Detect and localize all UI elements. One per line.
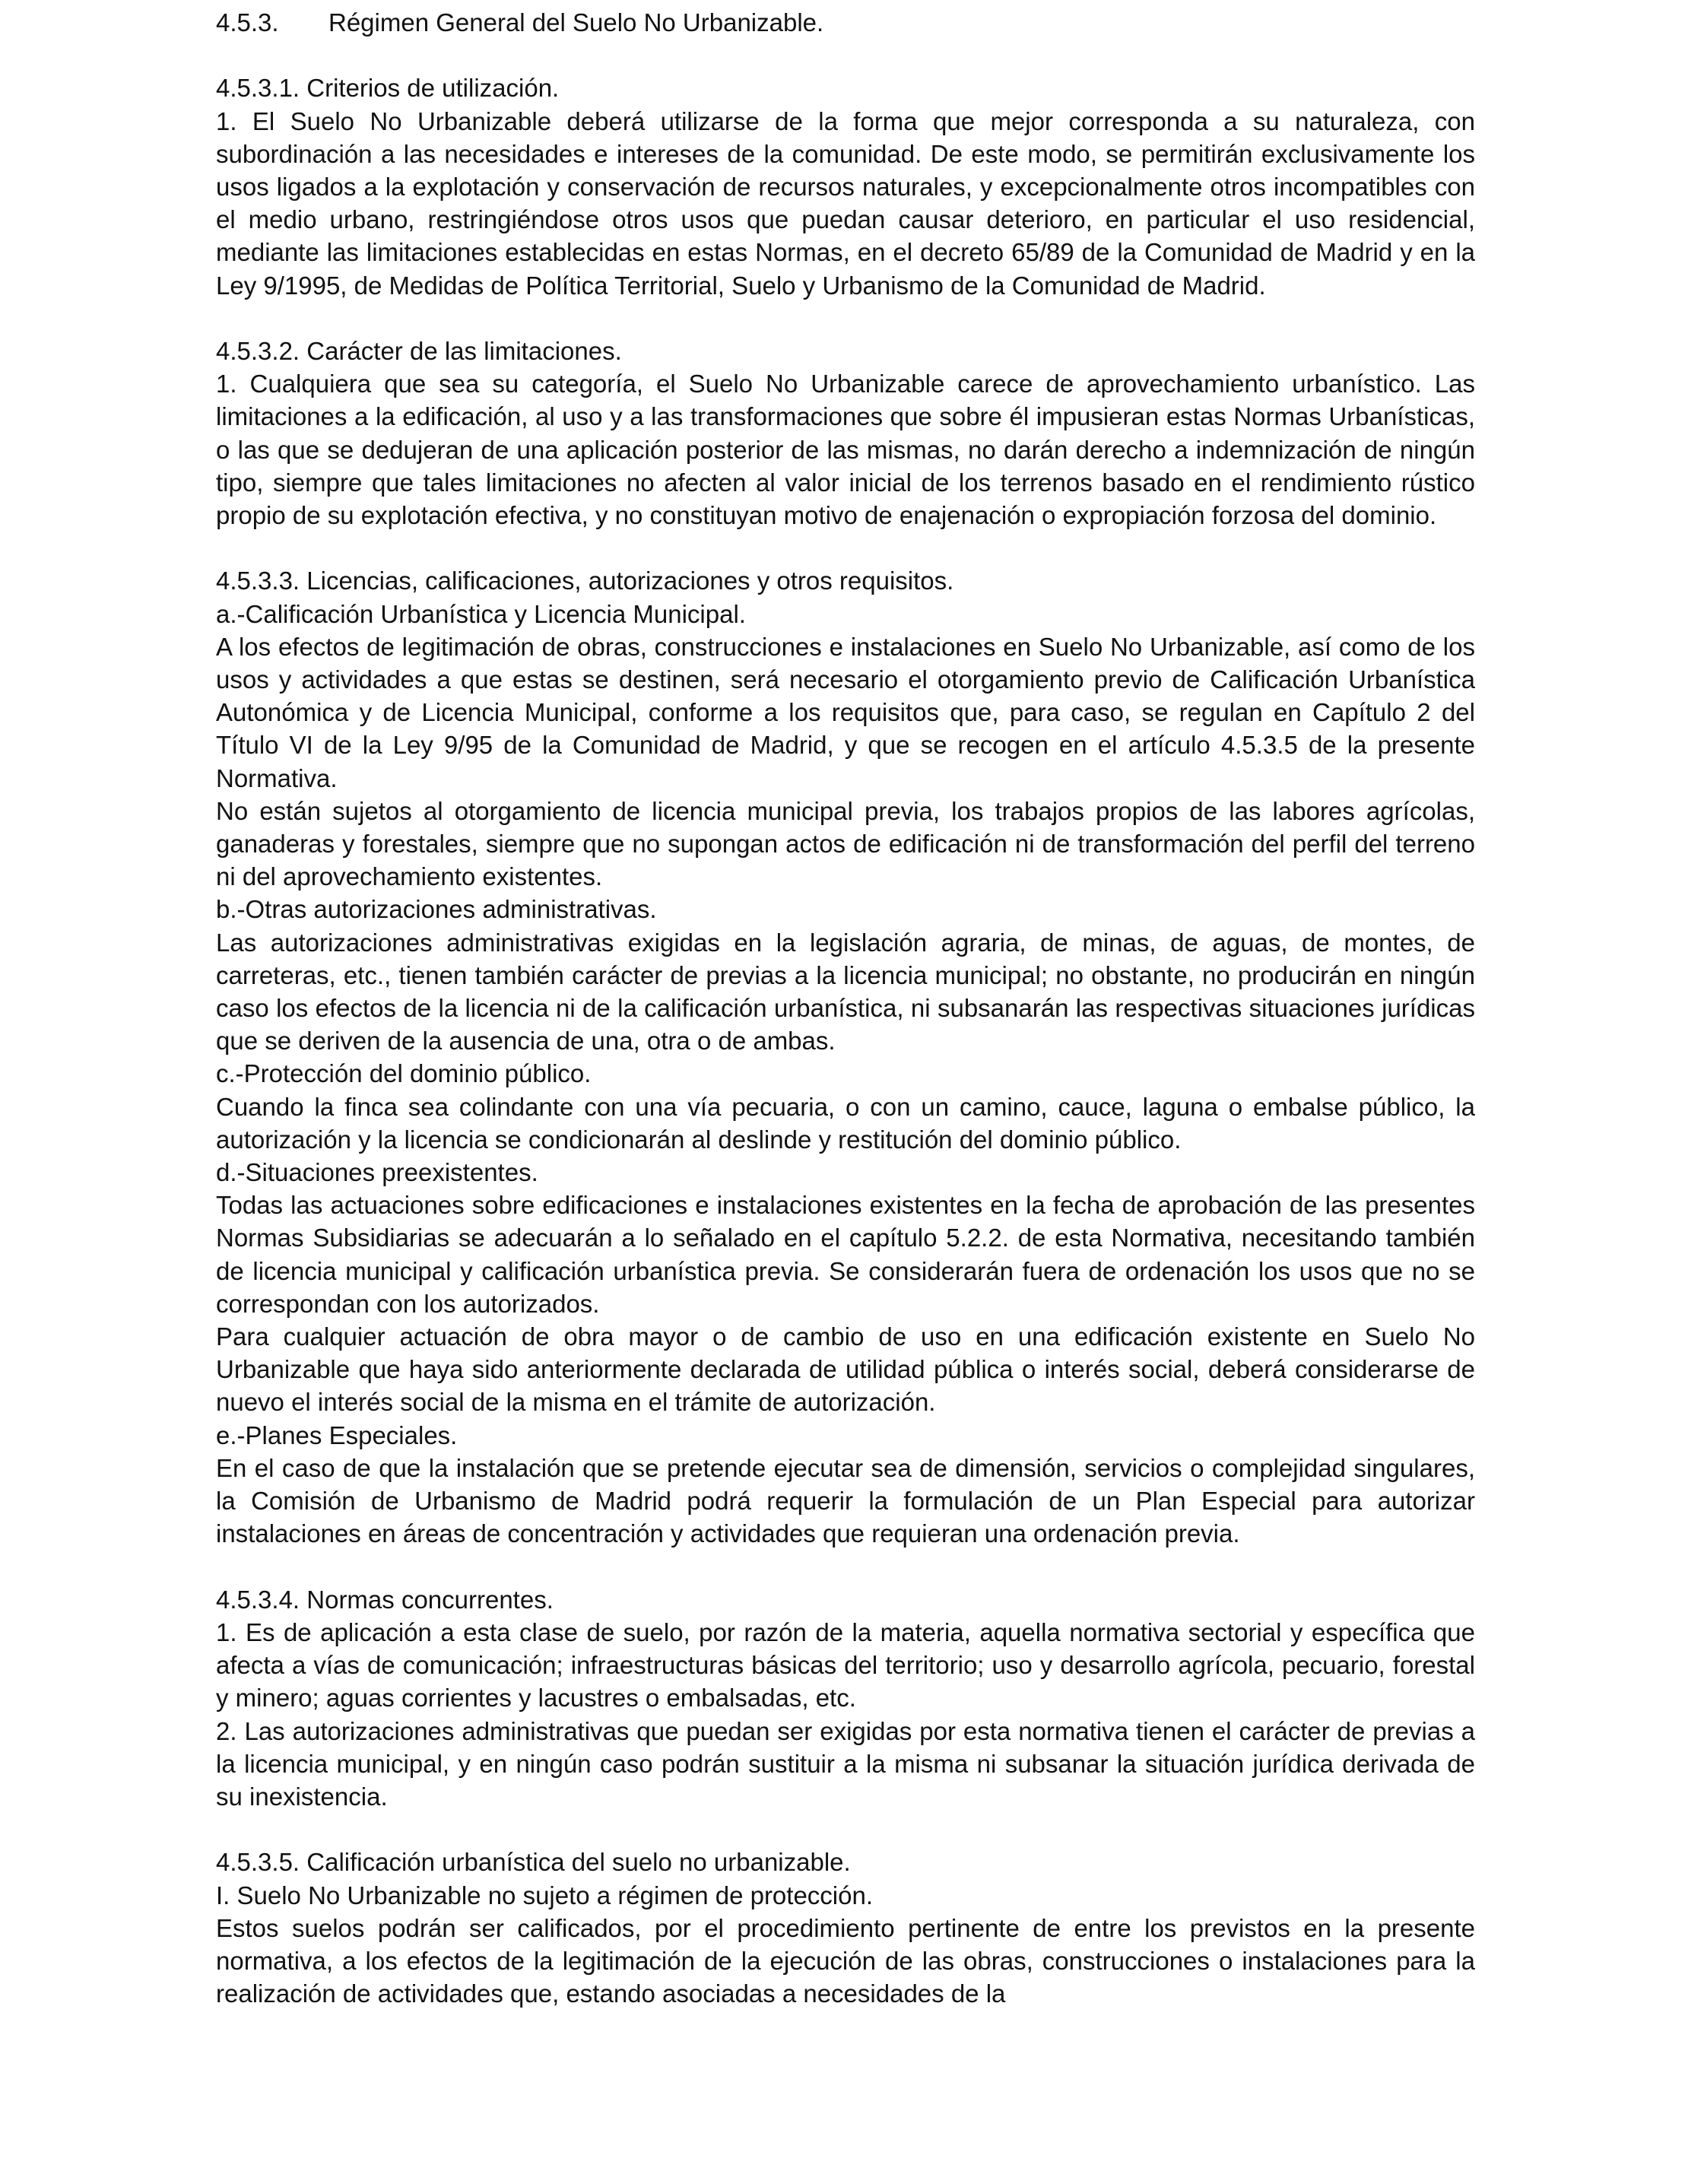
paragraph: En el caso de que la instalación que se pretende ejecutar sea de dimensión, servicios o complejidad singulares, la Comisión de Urbanismo de Madrid podrá requerir la formulación de un Plan Especial para autorizar instalaciones en áreas de concentración y actividades que requieran una ordenación previa.	[216, 1453, 1475, 1548]
section-calificacion-urbanistica	[216, 1846, 1475, 2010]
section-title: 4.5.3.1. Criterios de utilización.	[216, 74, 560, 103]
section-criterios-utilizacion	[216, 71, 1475, 301]
section-title: 4.5.3.5. Calificación urbanística del suelo no urbanizable.	[216, 1848, 851, 1877]
paragraph: 2. Las autorizaciones administrativas que puedan ser exigidas por esta normativa tienen el carácter de previas a la licencia municipal, y en ningún caso podrán sustituir a la misma ni subsanar la situación jurídica derivada de su inexistencia.	[216, 1716, 1475, 1811]
paragraph: Para cualquier actuación de obra mayor o de cambio de uso en una edificación existente en Suelo No Urbanizable que haya sido anteriormente declarada de utilidad pública o interés social, deberá considerarse de nuevo el interés social de la misma en el trámite de autorización.	[216, 1322, 1475, 1417]
main-heading-title: Régimen General del Suelo No Urbanizable.	[328, 8, 824, 37]
paragraph: Todas las actuaciones sobre edificaciones e instalaciones existentes en la fecha de aprobación de las presentes Normas Subsidiarias se adecuarán a lo señalado en el capítulo 5.2.2. de esta Normativa, necesitando también de licencia municipal y calificación urbanística previa. Se considerarán fuera de ordenación los usos que no se correspondan con los autorizados.	[216, 1191, 1475, 1318]
paragraph: A los efectos de legitimación de obras, construcciones e instalaciones en Suelo No Urbanizable, así como de los usos y actividades a que estas se destinen, será necesario el otorgamiento previo de Calificación Urbanística Autonómica y de Licencia Municipal, conforme a los requisitos que, para caso, se regulan en Capítulo 2 del Título VI de la Ley 9/95 de la Comunidad de Madrid, y que se recogen en el artículo 4.5.3.5 de la presente Normativa.	[216, 632, 1475, 792]
subsection-title: e.-Planes Especiales.	[216, 1421, 458, 1449]
main-heading-number: 4.5.3.	[216, 8, 279, 37]
subsection-title: d.-Situaciones preexistentes.	[216, 1158, 538, 1187]
paragraph: No están sujetos al otorgamiento de licencia municipal previa, los trabajos propios de las labores agrícolas, ganaderas y forestales, siempre que no supongan actos de edificación ni de transformación del perfil del terreno ni del aprovechamiento existentes.	[216, 796, 1475, 891]
section-licencias	[216, 564, 1475, 1550]
section-caracter-limitaciones	[216, 335, 1475, 532]
paragraph: 1. Cualquiera que sea su categoría, el Suelo No Urbanizable carece de aprovechamiento urbanístico. Las limitaciones a la edificación, al uso y a las transformaciones que sobre él impusieran estas Normas Urbanísticas, o las que se dedujeran de una aplicación posterior de las mismas, no darán derecho a indemnización de ningún tipo, siempre que tales limitaciones no afecten al valor inicial de los terrenos basado en el rendimiento rústico propio de su explotación efectiva, y no constituyan motivo de enajenación o expropiación forzosa del dominio.	[216, 370, 1475, 530]
paragraph: Cuando la finca sea colindante con una vía pecuaria, o con un camino, cauce, laguna o embalse público, la autorización y la licencia se condicionarán al deslinde y restitución del dominio público.	[216, 1092, 1475, 1154]
section-title: 4.5.3.2. Carácter de las limitaciones.	[216, 337, 622, 365]
subsection-title: I. Suelo No Urbanizable no sujeto a régimen de protección.	[216, 1881, 874, 1909]
paragraph: Estos suelos podrán ser calificados, por el procedimiento pertinente de entre los previstos en la presente normativa, a los efectos de la legitimación de la ejecución de las obras, construcciones o instalaciones para la realización de actividades que, estando asociadas a necesidades de la	[216, 1913, 1475, 2008]
paragraph: 1. El Suelo No Urbanizable deberá utilizarse de la forma que mejor corresponda a su naturaleza, con subordinación a las necesidades e intereses de la comunidad. De este modo, se permitirán exclusivamente los usos ligados a la explotación y conservación de recursos naturales, y excepcionalmente otros incompatibles con el medio urbano, restringiéndose otros usos que puedan causar deterioro, en particular el uso residencial, mediante las limitaciones establecidas en estas Normas, en el decreto 65/89 de la Comunidad de Madrid y en la Ley 9/1995, de Medidas de Política Territorial, Suelo y Urbanismo de la Comunidad de Madrid.	[216, 106, 1475, 300]
subsection-title: c.-Protección del dominio público.	[216, 1059, 592, 1088]
subsection-title: b.-Otras autorizaciones administrativas.	[216, 895, 657, 924]
subsection-title: a.-Calificación Urbanística y Licencia Municipal.	[216, 599, 746, 628]
paragraph: 1. Es de aplicación a esta clase de suelo, por razón de la materia, aquella normativa sectorial y específica que afecta a vías de comunicación; infraestructuras básicas del territorio; uso y desarrollo agrícola, pecuario, forestal y minero; aguas corrientes y lacustres o embalsadas, etc.	[216, 1617, 1475, 1713]
section-title: 4.5.3.3. Licencias, calificaciones, autorizaciones y otros requisitos.	[216, 567, 954, 595]
main-heading	[216, 6, 1475, 39]
section-normas-concurrentes	[216, 1583, 1475, 1813]
document-page	[216, 6, 1475, 2043]
paragraph: Las autorizaciones administrativas exigidas en la legislación agraria, de minas, de aguas, de montes, de carreteras, etc., tienen también carácter de previas a la licencia municipal; no obstante, no producirán en ningún caso los efectos de la licencia ni de la calificación urbanística, ni subsanarán las respectivas situaciones jurídicas que se deriven de la ausencia de una, otra o de ambas.	[216, 928, 1475, 1055]
section-title: 4.5.3.4. Normas concurrentes.	[216, 1585, 554, 1614]
